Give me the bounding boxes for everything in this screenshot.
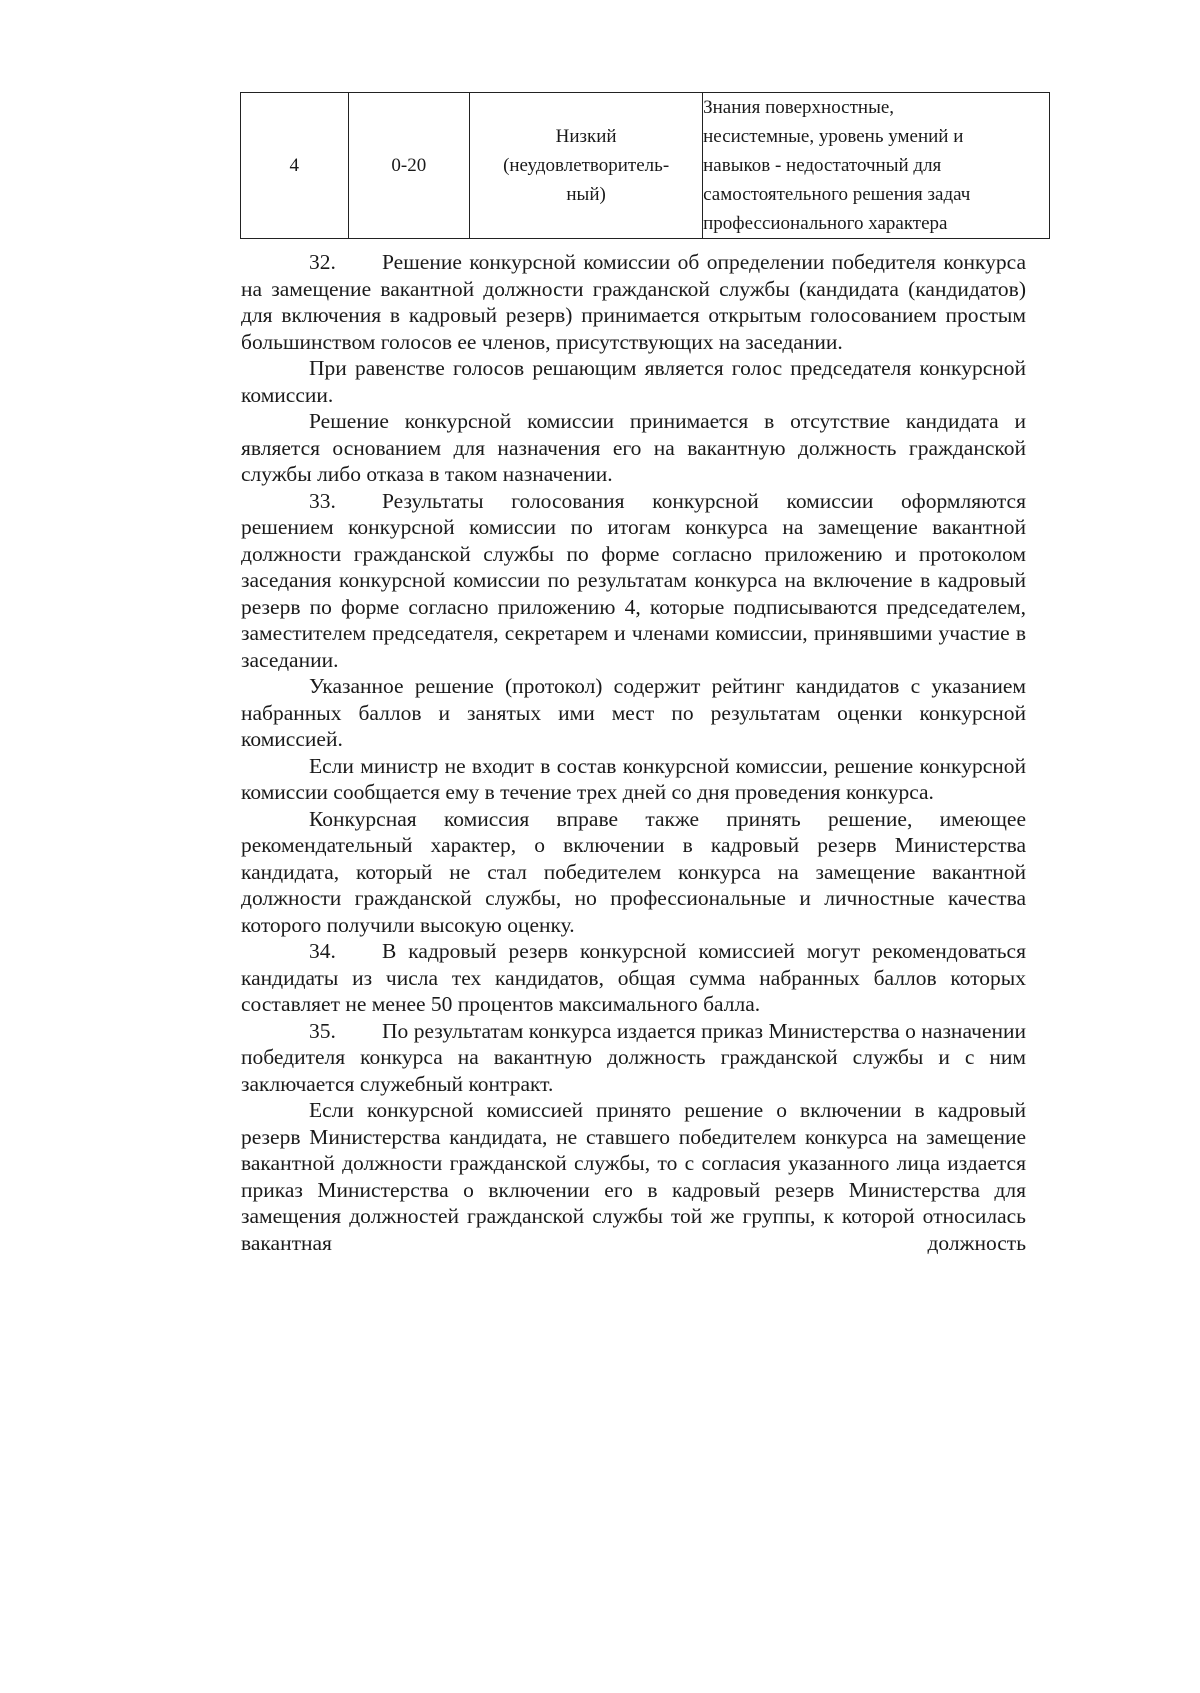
grade-table <box>240 92 1050 239</box>
paragraph-35 <box>241 1018 1026 1098</box>
paragraph-text: Если министр не входит в состав конкурсной комиссии, решение конкурсной комиссии сообщается ему в течение трех дней со дня проведения конкурса. <box>241 753 1026 804</box>
paragraph-text: Результаты голосования конкурсной комиссии оформляются решением конкурсной комиссии по итогам конкурса на замещение вакантной должности гражданской службы по форме согласно приложению и протоколом заседания конкурсной комиссии по результатам конкурса на включение в кадровый резерв по форме согласно приложению 4, которые подписываются председателем, заместителем председателя, секретарем и членами комиссии, принявшими участие в заседании. <box>241 488 1026 672</box>
paragraph-number: 35. <box>309 1018 336 1043</box>
paragraph <box>241 753 1026 806</box>
paragraph-text: В кадровый резерв конкурсной комиссией могут рекомендоваться кандидаты из числа тех кандидатов, общая сумма набранных баллов которых составляет не менее 50 процентов максимального балла. <box>241 939 1026 1016</box>
paragraph-text: Решение конкурсной комиссии принимается в отсутствие кандидата и является основанием для назначения его на вакантную должность гражданской службы либо отказа в таком назначении. <box>241 409 1026 486</box>
paragraph-text: Решение конкурсной комиссии об определении победителя конкурса на замещение вакантной должности гражданской службы (кандидата (кандидатов) для включения в кадровый резерв) принимается открытым голосованием простым большинством голосов ее членов, присутствующих на заседании. <box>241 250 1026 354</box>
paragraph <box>241 673 1026 753</box>
table-cell-range: 0-20 <box>348 93 470 239</box>
description-line: навыков - недостаточный для <box>703 155 942 176</box>
paragraph-text: По результатам конкурса издается приказ Министерства о назначении победителя конкурса на вакантную должность гражданской службы и с ним заключается служебный контракт. <box>241 1018 1026 1096</box>
level-line: (неудовлетворитель- <box>503 155 670 176</box>
paragraph-number: 33. <box>309 488 336 513</box>
paragraph-text: Конкурсная комиссия вправе также принять решение, имеющее рекомендательный характер, о включении в кадровый резерв Министерства кандидата, который не стал победителем конкурса на замещение вакантной должности гражданской службы, но профессиональные и личностные качества которого получили высокую оценку. <box>241 806 1026 937</box>
paragraph <box>241 806 1026 939</box>
description-line: самостоятельного решения задач <box>703 184 971 205</box>
document-text <box>241 249 1026 1256</box>
paragraph <box>241 1097 1026 1256</box>
paragraph-text: При равенстве голосов решающим является голос председателя конкурсной комиссии. <box>241 356 1026 407</box>
description-line: профессионального характера <box>703 213 948 234</box>
paragraph-number: 34. <box>309 939 336 963</box>
table-cell-number: 4 <box>241 93 349 239</box>
level-line: Низкий <box>555 126 617 147</box>
paragraph-33 <box>241 488 1026 674</box>
paragraph-text: Если конкурсной комиссией принято решение о включении в кадровый резерв Министерства кандидата, не ставшего победителем конкурса на замещение вакантной должности гражданской службы, то с согласия указанного лица издается приказ Министерства о включении его в кадровый резерв Министерства для замещения должностей гражданской службы той же группы, к которой относилась вакантная должность <box>241 1098 1026 1255</box>
table-row <box>241 93 1050 239</box>
table-cell-level <box>470 93 703 239</box>
description-line: несистемные, уровень умений и <box>703 126 964 147</box>
paragraph-34 <box>241 938 1026 1018</box>
table-cell-description <box>703 93 1050 239</box>
level-line: ный) <box>566 184 606 205</box>
paragraph-32 <box>241 249 1026 355</box>
paragraph <box>241 408 1026 488</box>
paragraph-number: 32. <box>309 250 336 274</box>
description-line: Знания поверхностные, <box>703 97 895 118</box>
paragraph-text: Указанное решение (протокол) содержит рейтинг кандидатов с указанием набранных баллов и занятых ими мест по результатам оценки конкурсной комиссией. <box>241 674 1026 751</box>
paragraph <box>241 355 1026 408</box>
